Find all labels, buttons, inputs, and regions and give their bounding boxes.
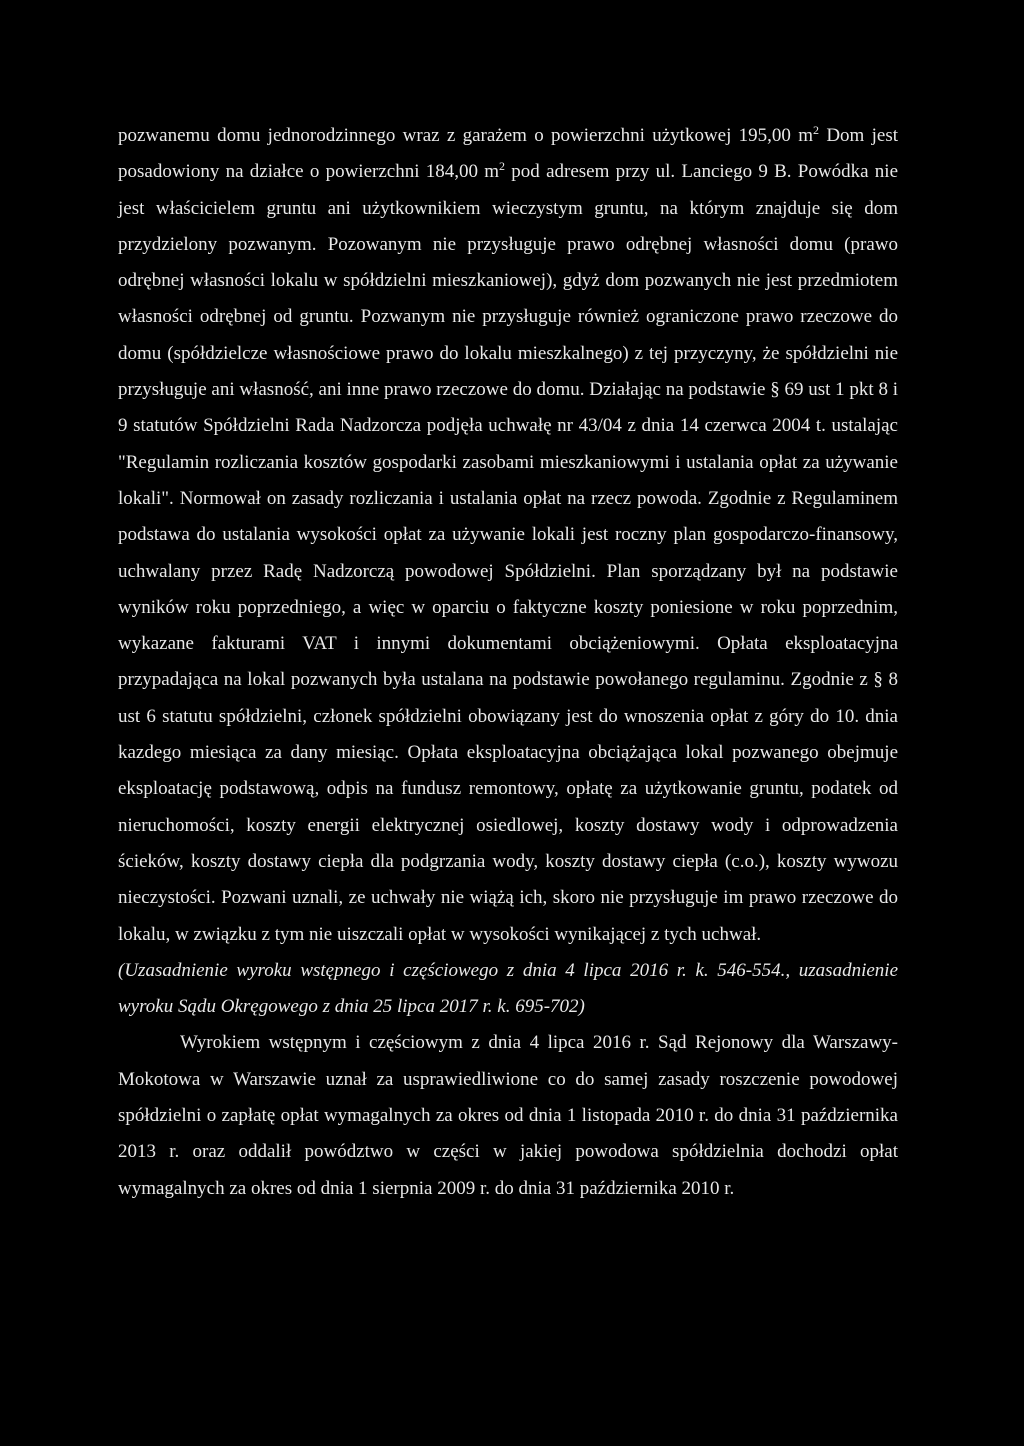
body-paragraph-2: Wyrokiem wstępnym i częściowym z dnia 4 lipca 2016 r. Sąd Rejonowy dla Warszawy-Mokotowa w Warszawie uznał za usprawiedliwione co do samej zasady roszczenie powodowej spółdzielni o zapłatę opłat wymagalnych za okres od dnia 1 listopada 2010 r. do dnia 31 października 2013 r. oraz oddalił powództwo w części w jakiej powodowa spółdzielnia dochodzi opłat wymagalnych za okres od dnia 1 sierpnia 2009 r. do dnia 31 października 2010 r. — [118, 1032, 898, 1199]
document-page — [118, 118, 898, 1207]
paragraph-1-text-b: Dom jest posadowiony na działce o powierzchni 184,00 m — [118, 125, 898, 183]
superscript-m2-b: 2 — [499, 159, 506, 174]
paragraph-1-text-a: pozwanemu domu jednorodzinnego wraz z garażem o powierzchni użytkowej 195,00 m — [118, 125, 814, 146]
paragraph-1-text-c: pod adresem przy ul. Lanciego 9 B. Powódka nie jest właścicielem gruntu ani użytkownikiem wieczystym gruntu, na którym znajduje się dom przydzielony pozwanym. Pozowanym nie przysługuje prawo odrębnej własności domu (prawo odrębnej własności lokalu w spółdzielni mieszkaniowej), gdyż dom pozwanych nie jest przedmiotem własności odrębnej od gruntu. Pozwanym nie przysługuje również ograniczone prawo rzeczowe do domu (spółdzielcze własnościowe prawo do lokalu mieszkalnego) z tej przyczyny, że spółdzielni nie przysługuje ani własność, ani inne prawo rzeczowe do domu. Działając na podstawie § 69 ust 1 pkt 8 i 9 statutów Spółdzielni Rada Nadzorcza podjęła uchwałę nr 43/04 z dnia 14 czerwca 2004 t. ustalając "Regulamin rozliczania kosztów gospodarki zasobami mieszkaniowymi i ustalania opłat za używanie lokali". Normował on zasady rozliczania i ustalania opłat na rzecz powoda. Zgodnie z Regulaminem podstawa do ustalania wysokości opłat za używanie lokali jest roczny plan gospodarczo-finansowy, uchwalany przez Radę Nadzorczą powodowej Spółdzielni. Plan sporządzany był na podstawie wyników roku poprzedniego, a więc w oparciu o faktyczne koszty poniesione w roku poprzednim, wykazane fakturami VAT i innymi dokumentami obciążeniowymi. Opłata eksploatacyjna przypadająca na lokal pozwanych była ustalana na podstawie powołanego regulaminu. Zgodnie z § 8 ust 6 statutu spółdzielni, członek spółdzielni obowiązany jest do wnoszenia opłat z góry do 10. dnia kazdego miesiąca za dany miesiąc. Opłata eksploatacyjna obciążająca lokal pozwanego obejmuje eksploatację podstawową, odpis na fundusz remontowy, opłatę za użytkowanie gruntu, podatek od nieruchomości, koszty energii elektrycznej osiedlowej, koszty dostawy wody i odprowadzenia ścieków, koszty dostawy ciepła dla podgrzania wody, koszty dostawy ciepła (c.o.), koszty wywozu nieczystości. Pozwani uznali, ze uchwały nie wiążą ich, skoro nie przysługuje im prawo rzeczowe do lokalu, w związku z tym nie uiszczali opłat w wysokości wynikającej z tych uchwał. — [118, 161, 899, 945]
superscript-m2-a: 2 — [813, 123, 820, 137]
body-paragraph-1 — [118, 118, 898, 953]
citation-note: (Uzasadnienie wyroku wstępnego i częściowego z dnia 4 lipca 2016 r. k. 546-554., uzasadnienie wyroku Sądu Okręgowego z dnia 25 lipca 2017 r. k. 695-702) — [118, 959, 898, 1018]
